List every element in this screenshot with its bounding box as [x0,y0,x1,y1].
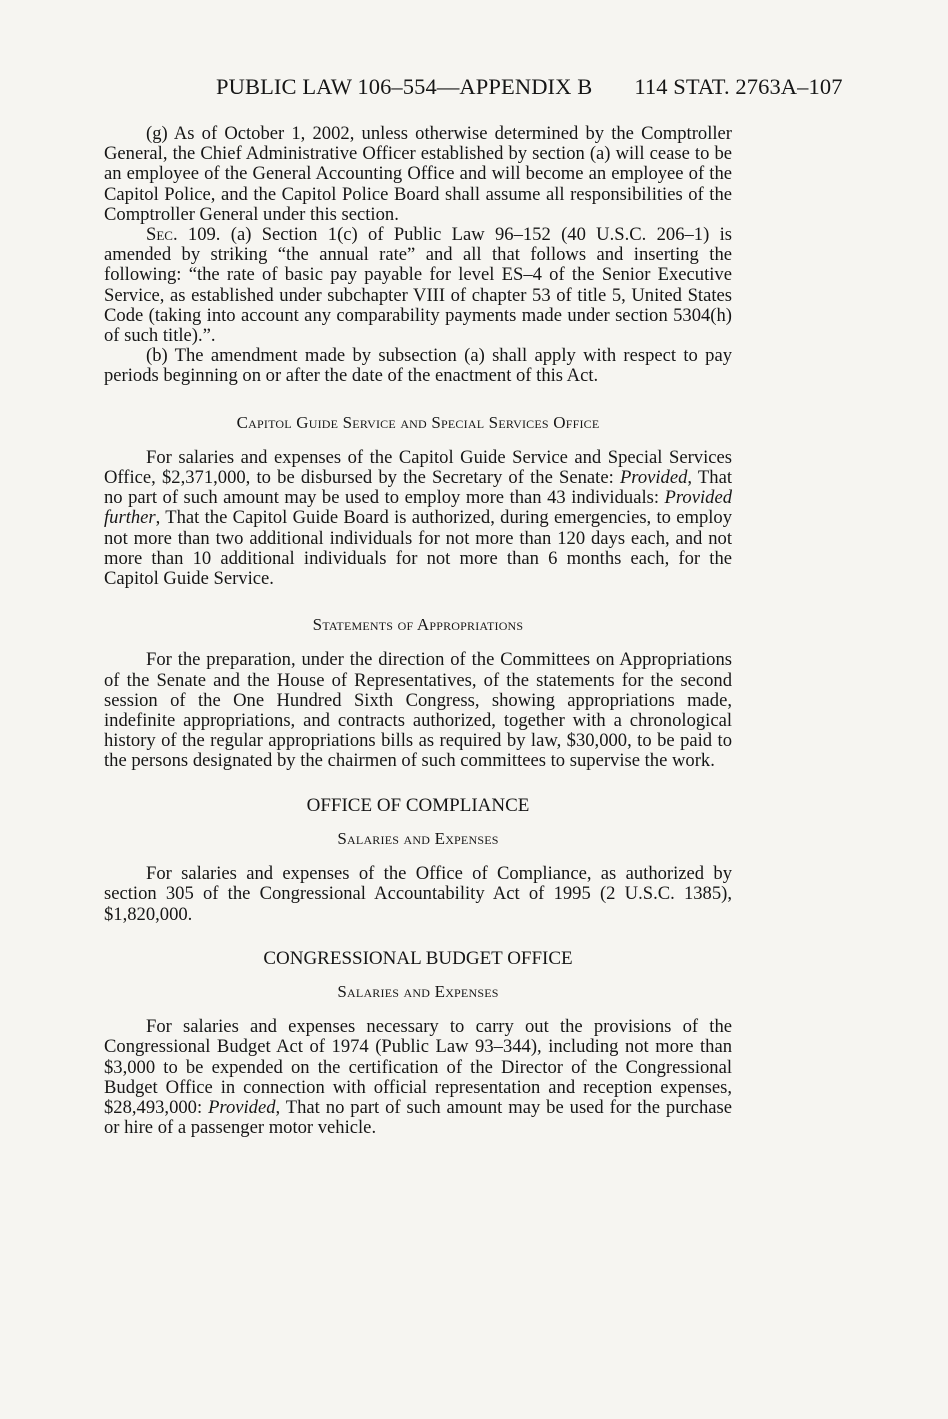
section-label: Sec. [146,224,178,246]
cbo-paragraph [104,1017,732,1138]
capitol-guide-heading: Capitol Guide Service and Special Services Office [236,412,600,432]
provided-further-italic: Provided further [104,487,732,529]
paragraph-g: (g) As of October 1, 2002, unless otherwise determined by the Comptroller General, the Chief Administrative Officer established by section (a) will cease to be an employee of the General Accounting Office and will become an employee of the Capitol Police, and the Capitol Police Board shall assume all responsibilities of the Comptroller General under this section. [104,123,732,225]
section-109-text: 109. (a) Section 1(c) of Public Law 96–152 (40 U.S.C. 206–1) is amended by striking “the annual rate” and all that follows and inserting the following: “the rate of basic pay payable for level ES–4 of the Senior Executive Service, as established under subchapter VIII of chapter 53 of title 5, United States Code (taking into account any comparability payments made under section 5304(h) of such title).”. [104,224,732,347]
statements-heading: Statements of Appropriations [312,615,524,635]
section-109-paragraph [104,225,732,346]
cbo-heading: CONGRESSIONAL BUDGET OFFICE [263,947,573,969]
provided-italic: Provided [619,467,688,489]
compliance-subheading: Salaries and Expenses [337,828,499,848]
cbo-text-2: , That no part of such amount may be used for the purchase or hire of a passenger motor vehicle. [104,1096,732,1139]
page-header [216,74,843,100]
document-body [104,124,732,1138]
cbo-text-1: For salaries and expenses necessary to carry out the provisions of the Congressional Budget Act of 1974 (Public Law 93–344), including not more than $3,000 to be expended on the certification of the Director of the Congressional Budget Office in connection with official representation and reception expenses, $28,493,000: [104,1016,732,1118]
header-title: PUBLIC LAW 106–554—APPENDIX B [216,74,593,99]
capitol-guide-text-2: , That no part of such amount may be used to employ more than 43 individuals: [104,467,732,509]
cbo-provided-italic: Provided [208,1096,276,1118]
header-stat-citation: 114 STAT. 2763A–107 [634,74,843,99]
capitol-guide-text-3: , That the Capitol Guide Board is authorized, during emergencies, to employ not more than two additional individuals for not more than 120 days each, and not more than 10 additional individuals for not more than 6 months each, for the Capitol Guide Service. [104,507,732,590]
cbo-subheading: Salaries and Expenses [337,981,499,1001]
compliance-paragraph: For salaries and expenses of the Office of Compliance, as authorized by section 305 of the Congressional Accountability Act of 1995 (2 U.S.C. 1385), $1,820,000. [104,863,732,925]
capitol-guide-paragraph [104,448,732,589]
office-of-compliance-heading: OFFICE OF COMPLIANCE [306,794,530,816]
capitol-guide-text-1: For salaries and expenses of the Capitol Guide Service and Special Services Office, $2,371,000, to be disbursed by the Secretary of the Senate: [104,446,732,489]
paragraph-b: (b) The amendment made by subsection (a) shall apply with respect to pay periods beginning on or after the date of the enactment of this Act. [104,345,732,387]
statements-paragraph: For the preparation, under the direction of the Committees on Appropriations of the Senate and the House of Representatives, of the statements for the second session of the One Hundred Sixth Congress, showing appropriations made, indefinite appropriations, and contracts authorized, together with a chronological history of the regular appropriations bills as required by law, $30,000, to be paid to the persons designated by the chairmen of such committees to supervise the work. [104,649,732,772]
